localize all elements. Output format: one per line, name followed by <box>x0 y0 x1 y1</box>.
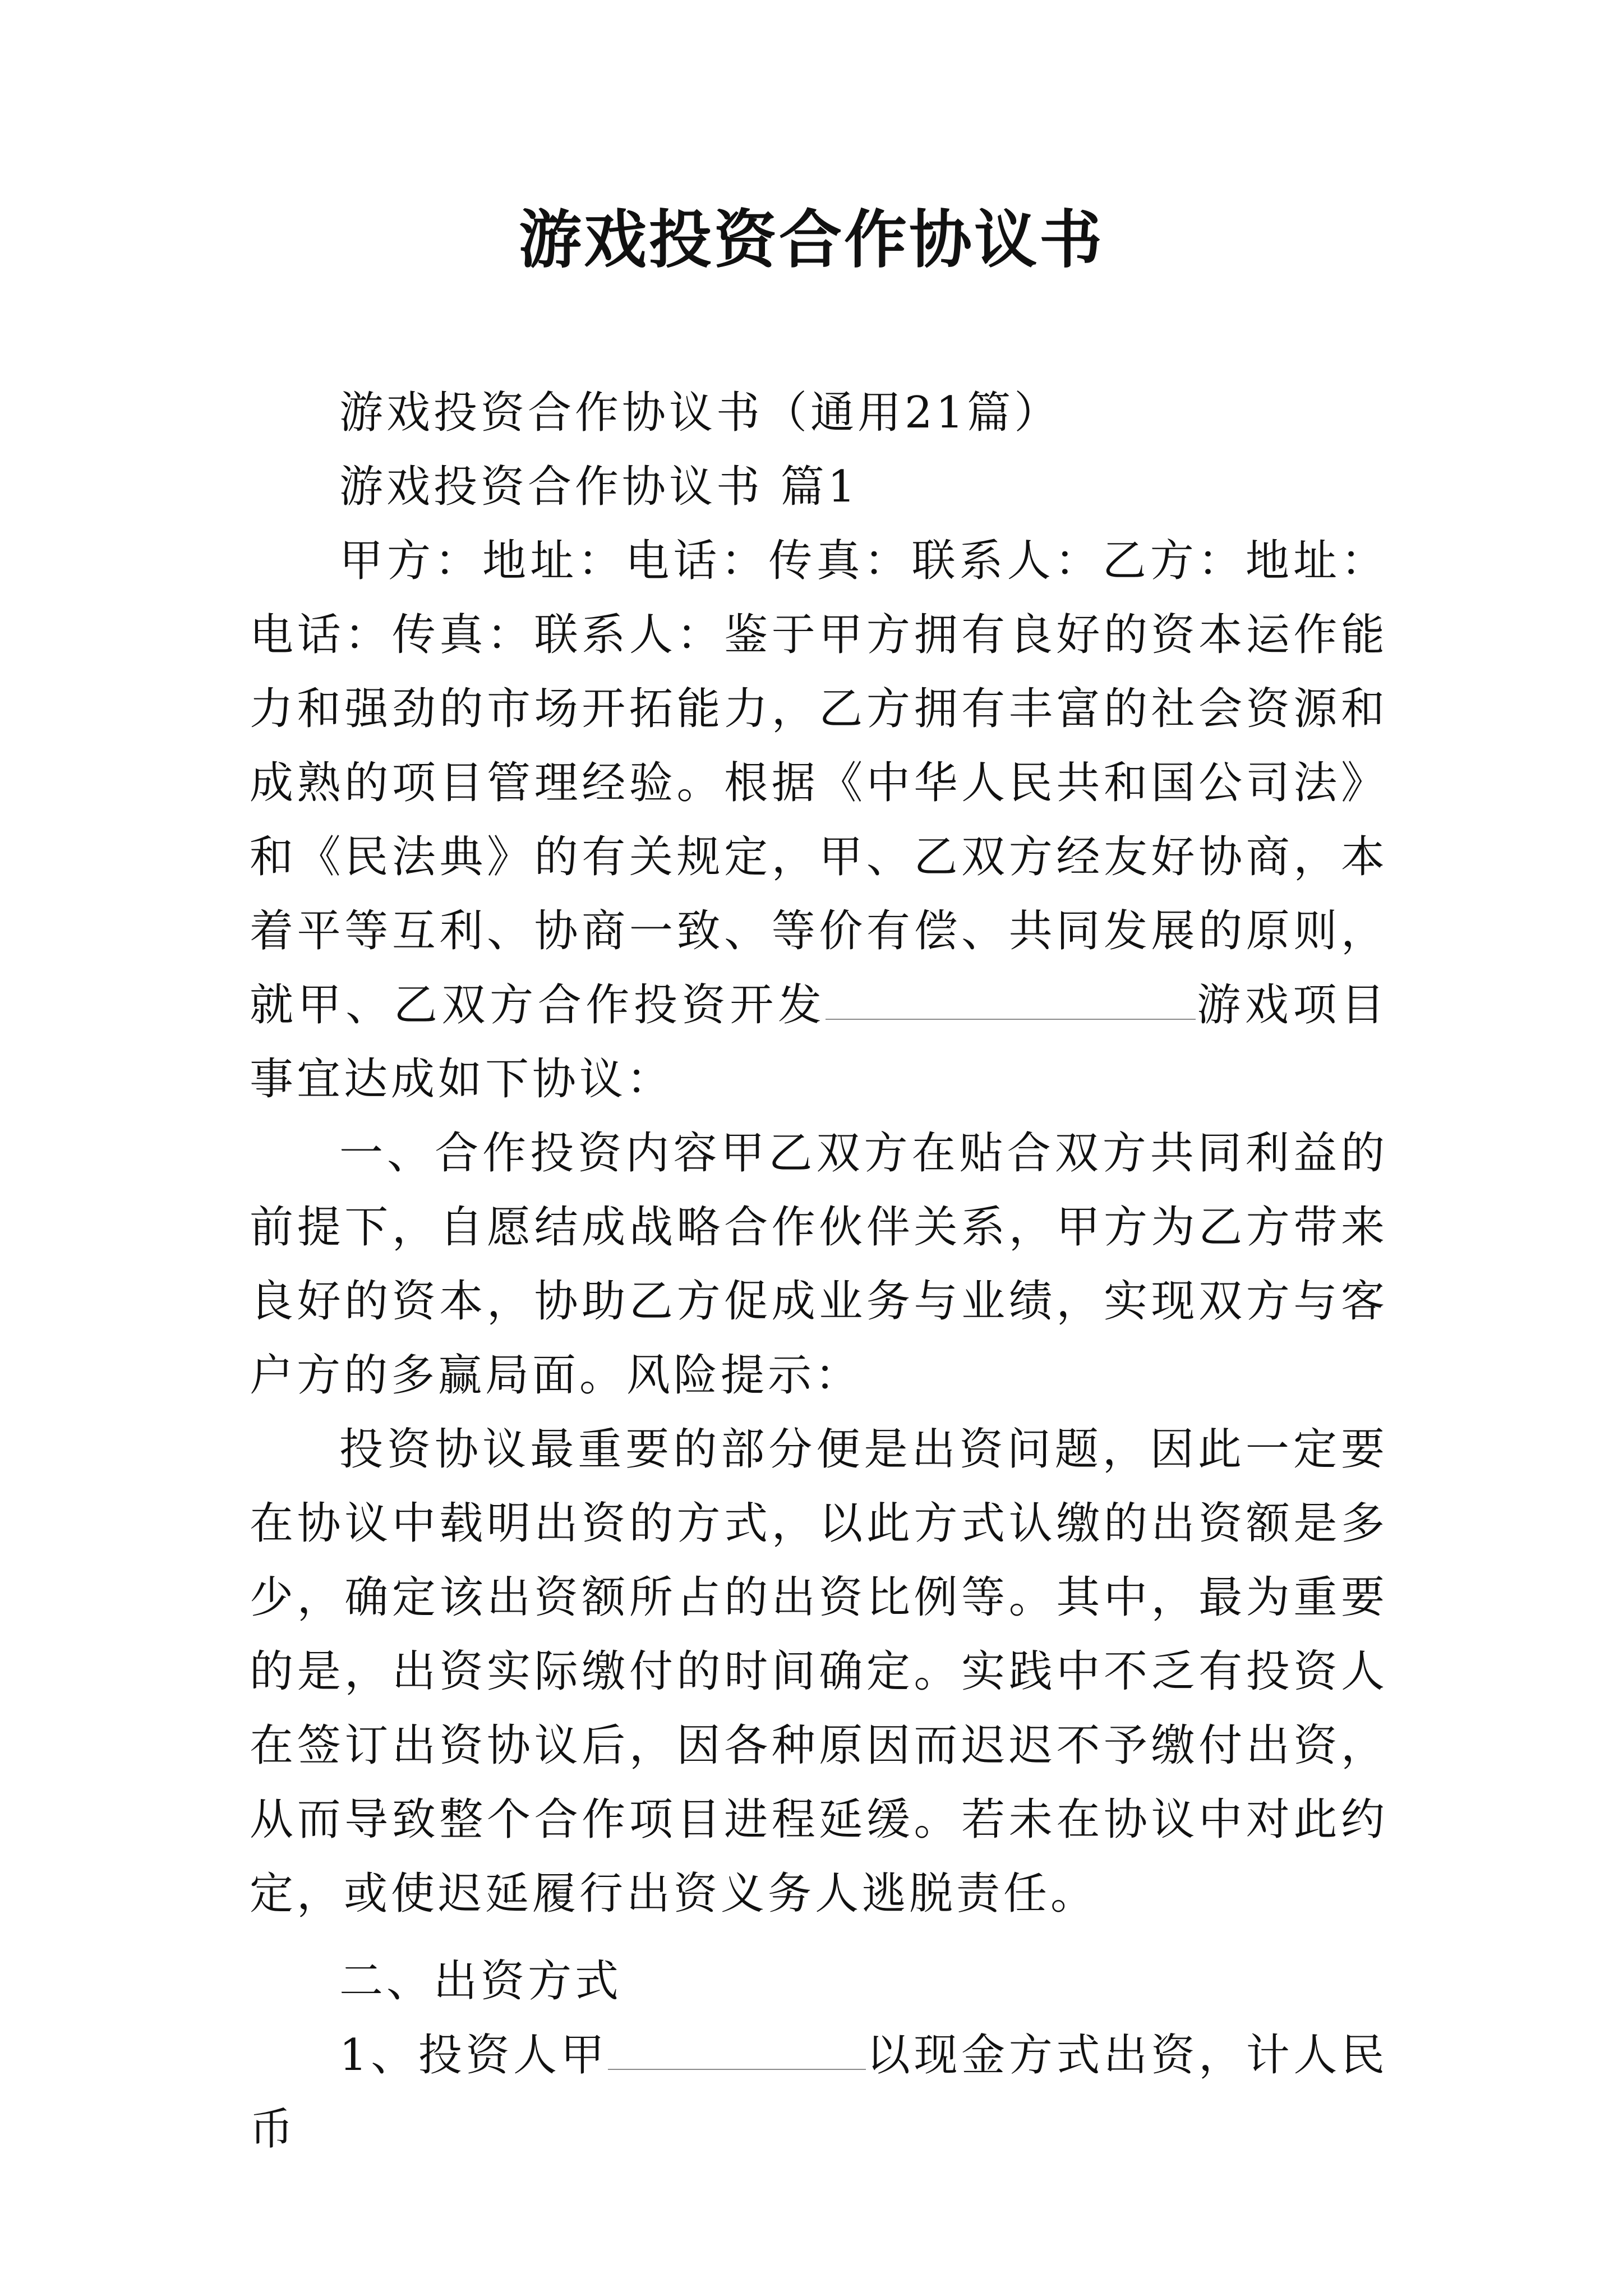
document-subtitle: 游戏投资合作协议书（通用21篇） <box>339 388 1062 438</box>
item-1-suffix: 以现金方式出资，计人民币 <box>250 2030 1388 2155</box>
paragraph-item-1 <box>250 2018 1388 2166</box>
blank-line <box>826 972 1196 1020</box>
paragraph-risk-note: 投资协议最重要的部分便是出资问题，因此一定要在协议中载明出资的方式，以此方式认缴的出资额是多少，确定该出资额所占的出资比例等。其中，最为重要的是，出资实际缴付的时间确定。实践中不乏有投资人在签订出资协议后，因各种原因而迟迟不予缴付出资，从而导致整个合作项目进程延缓。若未在协议中对此约定，或使迟延履行出资义务人逃脱责任。 <box>250 1424 1388 1919</box>
paragraph-parties-text: 甲方：地址：电话：传真：联系人：乙方：地址：电话：传真：联系人：鉴于甲方拥有良好的资本运作能力和强劲的市场开拓能力，乙方拥有丰富的社会资源和成熟的项目管理经验。根据《中华人民共和国公司法》和《民法典》的有关规定，甲、乙双方经友好协商，本着平等互利、协商一致、等价有偿、共同发展的原则，就甲、乙双方合作投资开发 <box>250 536 1388 1030</box>
item-1-prefix: 1、投资人甲 <box>339 2030 608 2081</box>
paragraph-clause-1: 一、合作投资内容甲乙双方在贴合双方共同利益的前提下，自愿结成战略合作伙伴关系，甲方为乙方带来良好的资本，协助乙方促成业务与业绩，实现双方与客户方的多赢局面。风险提示： <box>250 1128 1388 1401</box>
clause-2-heading: 二、出资方式 <box>339 1956 623 2007</box>
paragraph-parties <box>250 524 1388 1116</box>
section-heading: 游戏投资合作协议书 篇1 <box>339 462 859 512</box>
document-title: 游戏投资合作协议书 <box>519 203 1104 277</box>
paragraph-parties-tail: 游戏项目事宜达成如下协议： <box>250 980 1388 1105</box>
blank-line <box>608 2022 866 2070</box>
document-body <box>250 376 1388 2166</box>
